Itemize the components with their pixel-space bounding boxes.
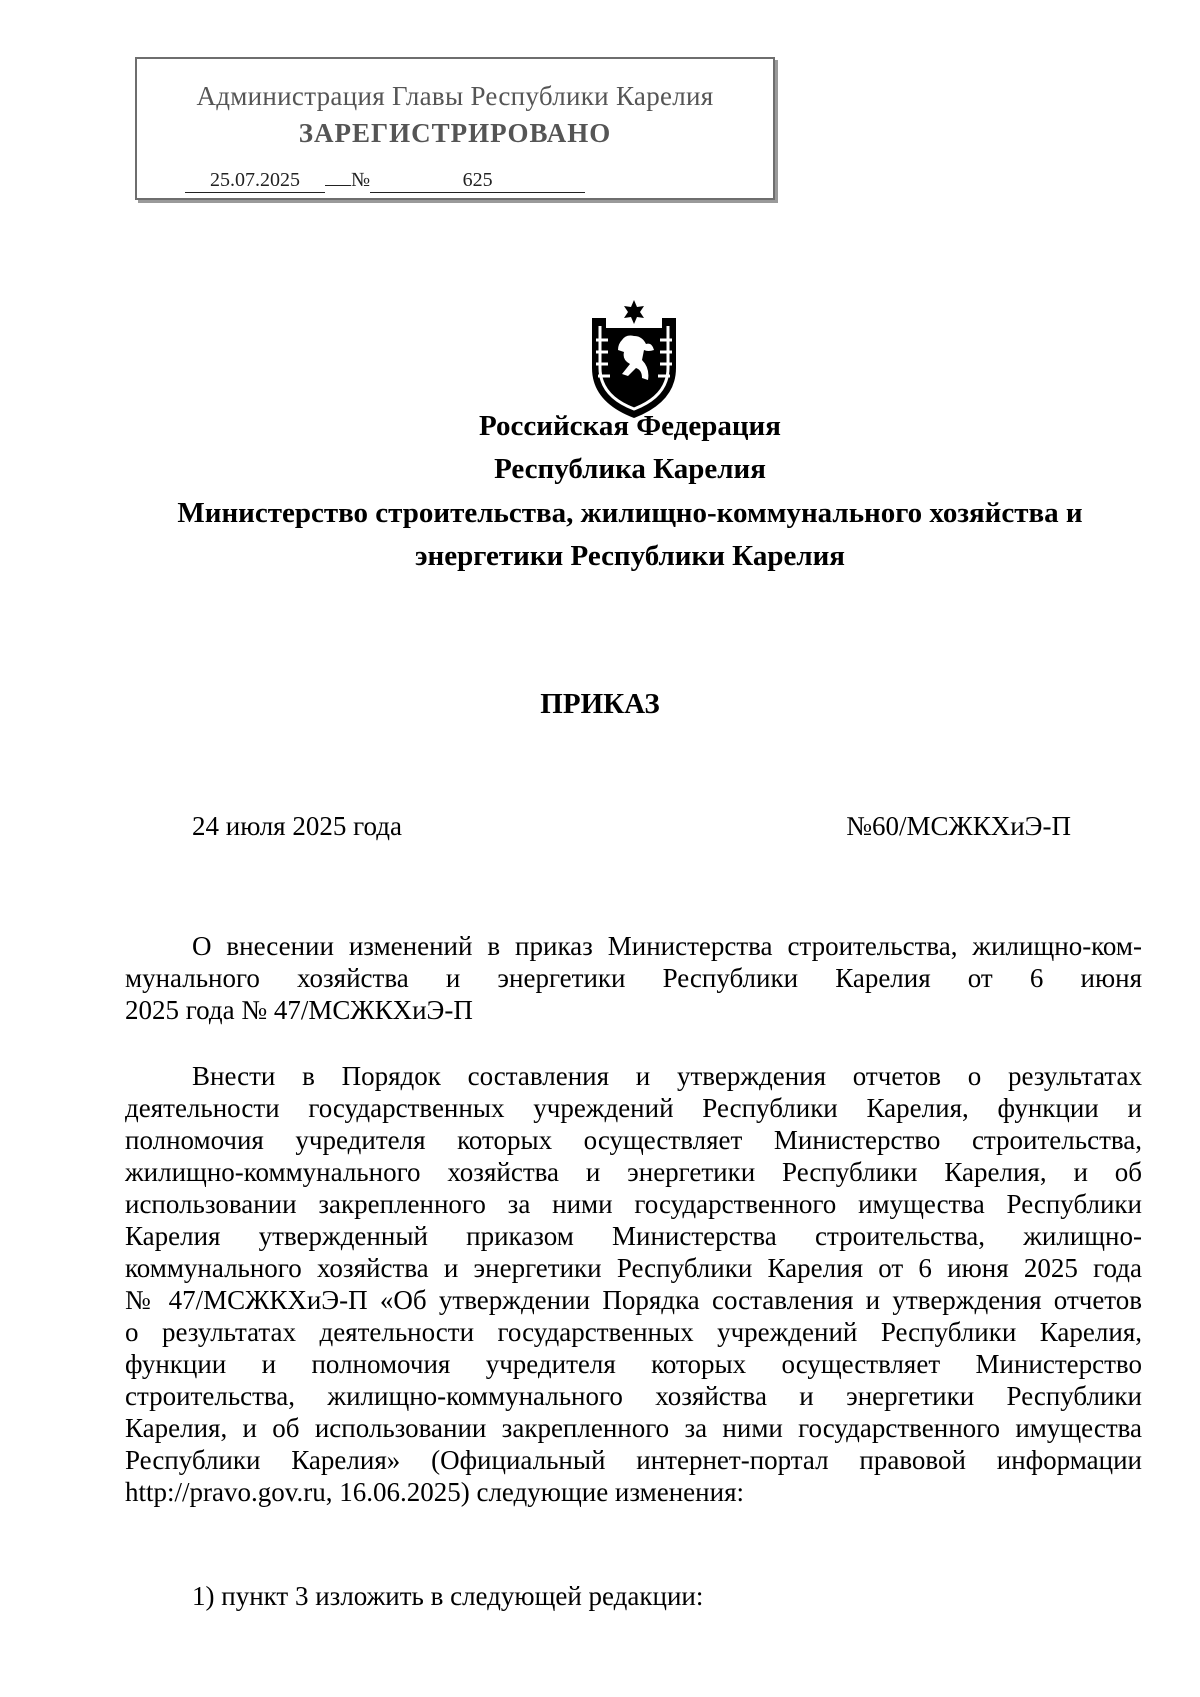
body-line: Карелия, и об использовании закрепленного за ними государственного имущества (125, 1413, 1142, 1443)
subject (125, 930, 1142, 1026)
subject-line: О внесении изменений в приказ Министерства строительства, жилищно-ком- (192, 931, 1142, 961)
body-line: коммунального хозяйства и энергетики Республики Карелия от 6 июня 2025 года (125, 1253, 1142, 1283)
stamp-number-label: № (351, 169, 371, 191)
body-line: № 47/МСЖКХиЭ-П «Об утверждении Порядка составления и утверждения отчетов (125, 1285, 1142, 1315)
registration-stamp (135, 57, 775, 200)
body-line: строительства, жилищно-коммунального хозяйства и энергетики Республики (125, 1381, 1142, 1411)
stamp-registration-line (185, 169, 585, 193)
coat-of-arms-icon (586, 298, 682, 420)
header-ministry-line2: энергетики Республики Карелия (414, 540, 845, 572)
stamp-status: ЗАРЕГИСТРИРОВАНО (298, 118, 612, 148)
body-line: жилищно-коммунального хозяйства и энергетики Республики Карелия, и об (125, 1157, 1142, 1187)
document-date: 24 июля 2025 года (192, 811, 402, 841)
body-line: полномочия учредителя которых осуществляет Министерство строительства, (125, 1125, 1142, 1155)
body-line: Внести в Порядок составления и утверждения отчетов о результатах (192, 1061, 1142, 1091)
header-country: Российская Федерация (479, 410, 781, 442)
document-number: №60/МСЖКХиЭ-П (846, 811, 1071, 841)
stamp-organization: Администрация Главы Республики Карелия (196, 81, 714, 111)
stamp-number: 625 (370, 169, 585, 193)
body-line: Карелия утвержденный приказом Министерства строительства, жилищно- (125, 1221, 1142, 1251)
subject-line: 2025 года № 47/МСЖКХиЭ-П (125, 995, 473, 1025)
body-line: Республики Карелия» (Официальный интернет-портал правовой информации (125, 1445, 1142, 1475)
subject-line: мунального хозяйства и энергетики Республики Карелия от 6 июня (125, 963, 1142, 993)
body-line: о результатах деятельности государственных учреждений Республики Карелия, (125, 1317, 1142, 1347)
header-ministry-line1: Министерство строительства, жилищно-коммунального хозяйства и (177, 497, 1083, 529)
stamp-date: 25.07.2025 (185, 169, 325, 193)
body-line: http://pravo.gov.ru, 16.06.2025) следующие изменения: (125, 1477, 744, 1507)
body-line: использовании закрепленного за ними государственного имущества Республики (125, 1189, 1142, 1219)
body-line: деятельности государственных учреждений Республики Карелия, функции и (125, 1093, 1142, 1123)
list-item: 1) пункт 3 изложить в следующей редакции: (192, 1581, 704, 1611)
body-paragraph (125, 1060, 1142, 1508)
body-line: функции и полномочия учредителя которых осуществляет Министерство (125, 1349, 1142, 1379)
header-region: Республика Карелия (494, 453, 766, 485)
document-type: ПРИКАЗ (540, 688, 660, 720)
